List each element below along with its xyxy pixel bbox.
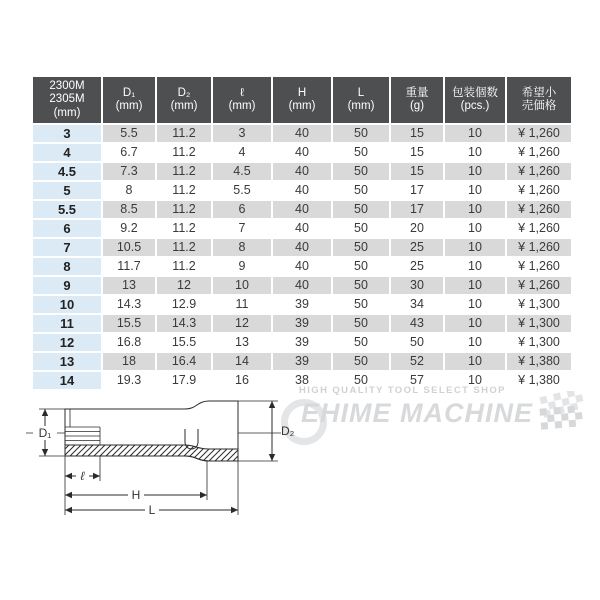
spec-cell: 30 [391,277,443,294]
column-header: 2300M 2305M (mm) [33,77,101,123]
table-row [33,239,571,256]
spec-cell: 8 [125,183,133,197]
spec-cell: 3 [213,125,271,142]
spec-cell: ¥ 1,260 [507,239,571,256]
spec-cell: ¥ 1,300 [518,335,560,349]
spec-cell: 13 [103,277,155,294]
size-cell: 4.5 [33,163,101,180]
spec-cell: 15 [391,125,443,142]
spec-cell: 40 [295,183,309,197]
spec-cell: 10 [468,145,482,159]
spec-cell: 11.2 [157,201,211,218]
column-header: H (mm) [273,77,331,123]
spec-cell: 9 [238,259,246,273]
column-header: D₁ (mm) [103,77,155,123]
spec-cell: 50 [354,183,368,197]
dim-label-ell: ℓ [80,469,85,483]
spec-cell: 50 [354,259,368,273]
spec-cell: 8 [213,239,271,256]
spec-cell: 11.2 [172,145,196,159]
table-row [33,372,571,389]
spec-cell: 7 [238,221,246,235]
spec-cell: 40 [295,145,309,159]
spec-cell: ¥ 1,300 [507,315,571,332]
spec-cell: 11.7 [117,259,141,273]
spec-cell: 12.9 [171,297,197,311]
table-row [33,315,571,332]
spec-cell: 39 [273,315,331,332]
spec-cell: 50 [354,335,368,349]
size-cell: 4 [33,144,101,161]
spec-cell: 34 [410,297,424,311]
dim-label-h: H [131,488,141,502]
spec-cell: 10 [445,239,505,256]
spec-cell: 12 [213,315,271,332]
spec-cell: 40 [273,125,331,142]
spec-cell: 13 [235,335,249,349]
spec-cell: 4 [238,145,246,159]
dim-label-l: L [148,503,156,517]
size-cell: 13 [33,353,101,370]
spec-cell: 50 [333,125,389,142]
spec-cell: 19.3 [116,373,142,387]
column-header: 希望小 売価格 [507,77,571,123]
spec-cell: 50 [333,315,389,332]
column-header: D₂ (mm) [157,77,211,123]
column-header: 重量 (g) [391,77,443,123]
dim-label-d1: D₁ [38,426,52,440]
spec-cell: 15 [410,145,424,159]
spec-cell: 52 [391,353,443,370]
spec-cell: ¥ 1,380 [518,373,560,387]
size-cell: 3 [33,125,101,142]
spec-cell: 18 [103,353,155,370]
table-row [33,277,571,294]
spec-cell: ¥ 1,260 [518,145,560,159]
size-cell: 7 [33,239,101,256]
table-row [33,258,571,275]
size-cell: 11 [33,315,101,332]
spec-cell: 50 [354,221,368,235]
table-row [33,144,571,161]
watermark-tagline: HIGH QUALITY TOOL SELECT SHOP [299,385,506,396]
spec-cell: 50 [333,353,389,370]
table-row [33,334,571,351]
spec-cell: 40 [295,259,309,273]
spec-cell: 14 [213,353,271,370]
spec-cell: 7.3 [103,163,155,180]
spec-cell: 17 [391,201,443,218]
size-cell: 10 [33,296,101,313]
spec-cell: 5.5 [233,183,251,197]
spec-cell: 10 [468,373,482,387]
spec-cell: 6.7 [120,145,138,159]
spec-cell: 11.2 [172,221,196,235]
spec-table [31,75,573,391]
spec-cell: 50 [354,297,368,311]
spec-cell: ¥ 1,260 [507,163,571,180]
spec-cell: 16.8 [116,335,142,349]
watermark-brand: EHIME MACHINE [301,398,534,428]
spec-cell: 50 [333,201,389,218]
spec-cell: 17 [410,183,424,197]
spec-cell: 10 [445,201,505,218]
table-row [33,125,571,142]
spec-cell: 8.5 [103,201,155,218]
dim-label-d2: D₂ [281,424,295,438]
spec-cell: 10 [445,315,505,332]
spec-cell: ¥ 1,300 [518,297,560,311]
table-row [33,163,571,180]
spec-cell: 40 [295,221,309,235]
spec-cell: 16.4 [157,353,211,370]
spec-cell: 50 [354,373,368,387]
spec-cell: 5.5 [103,125,155,142]
spec-cell: 16 [235,373,249,387]
spec-table-body [33,125,571,389]
size-cell: 6 [33,220,101,237]
spec-cell: 10 [468,183,482,197]
spec-cell: 11 [235,297,249,311]
spec-cell: 11.2 [157,239,211,256]
spec-cell: 10 [445,277,505,294]
spec-cell: ¥ 1,260 [518,221,560,235]
spec-cell: ¥ 1,260 [518,259,560,273]
spec-cell: ¥ 1,260 [507,277,571,294]
spec-cell: 10 [468,335,482,349]
spec-cell: 14.3 [116,297,142,311]
size-cell: 9 [33,277,101,294]
spec-cell: 50 [333,163,389,180]
size-cell: 14 [33,372,101,389]
spec-cell: 11.2 [157,125,211,142]
spec-cell: 6 [213,201,271,218]
spec-cell: 15.5 [171,335,197,349]
spec-cell: 50 [333,277,389,294]
spec-cell: 17.9 [171,373,197,387]
spec-cell: 57 [410,373,424,387]
spec-cell: 25 [391,239,443,256]
spec-cell: 39 [273,353,331,370]
spec-cell: 39 [295,297,309,311]
spec-cell: 15 [391,163,443,180]
spec-cell: 39 [295,335,309,349]
spec-cell: 10 [468,259,482,273]
checkered-flag-icon [534,391,586,437]
spec-cell: 14.3 [157,315,211,332]
spec-cell: ¥ 1,260 [507,125,571,142]
spec-cell: 10 [213,277,271,294]
size-cell: 12 [33,334,101,351]
table-row [33,296,571,313]
column-header: 包装個数 (pcs.) [445,77,505,123]
spec-cell: ¥ 1,380 [507,353,571,370]
spec-cell: 43 [391,315,443,332]
spec-cell: 12 [157,277,211,294]
spec-cell: ¥ 1,260 [507,201,571,218]
spec-cell: 40 [273,277,331,294]
spec-cell: 40 [273,163,331,180]
spec-cell: 40 [273,239,331,256]
table-row [33,353,571,370]
table-row [33,220,571,237]
spec-header-row [33,77,571,123]
spec-cell: 9.2 [120,221,138,235]
socket-diagram [25,393,317,525]
spec-cell: 25 [410,259,424,273]
spec-cell: 50 [333,239,389,256]
spec-cell: 10 [445,125,505,142]
spec-cell: 4.5 [213,163,271,180]
spec-cell: 50 [410,335,424,349]
spec-cell: 38 [295,373,309,387]
size-cell: 5.5 [33,201,101,218]
spec-cell: 10 [468,297,482,311]
column-header: ℓ (mm) [213,77,271,123]
spec-cell: ¥ 1,260 [518,183,560,197]
column-header: L (mm) [333,77,389,123]
spec-cell: 11.2 [157,163,211,180]
table-row [33,182,571,199]
spec-cell: 11.2 [172,183,196,197]
spec-cell: 40 [273,201,331,218]
spec-cell: 10 [468,221,482,235]
spec-cell: 10.5 [103,239,155,256]
spec-cell: 11.2 [172,259,196,273]
table-row [33,201,571,218]
spec-cell: 10 [445,163,505,180]
spec-cell: 10 [445,353,505,370]
size-cell: 8 [33,258,101,275]
spec-cell: 15.5 [103,315,155,332]
spec-cell: 50 [354,145,368,159]
size-cell: 5 [33,182,101,199]
section-hatch [65,445,238,461]
spec-cell: 20 [410,221,424,235]
